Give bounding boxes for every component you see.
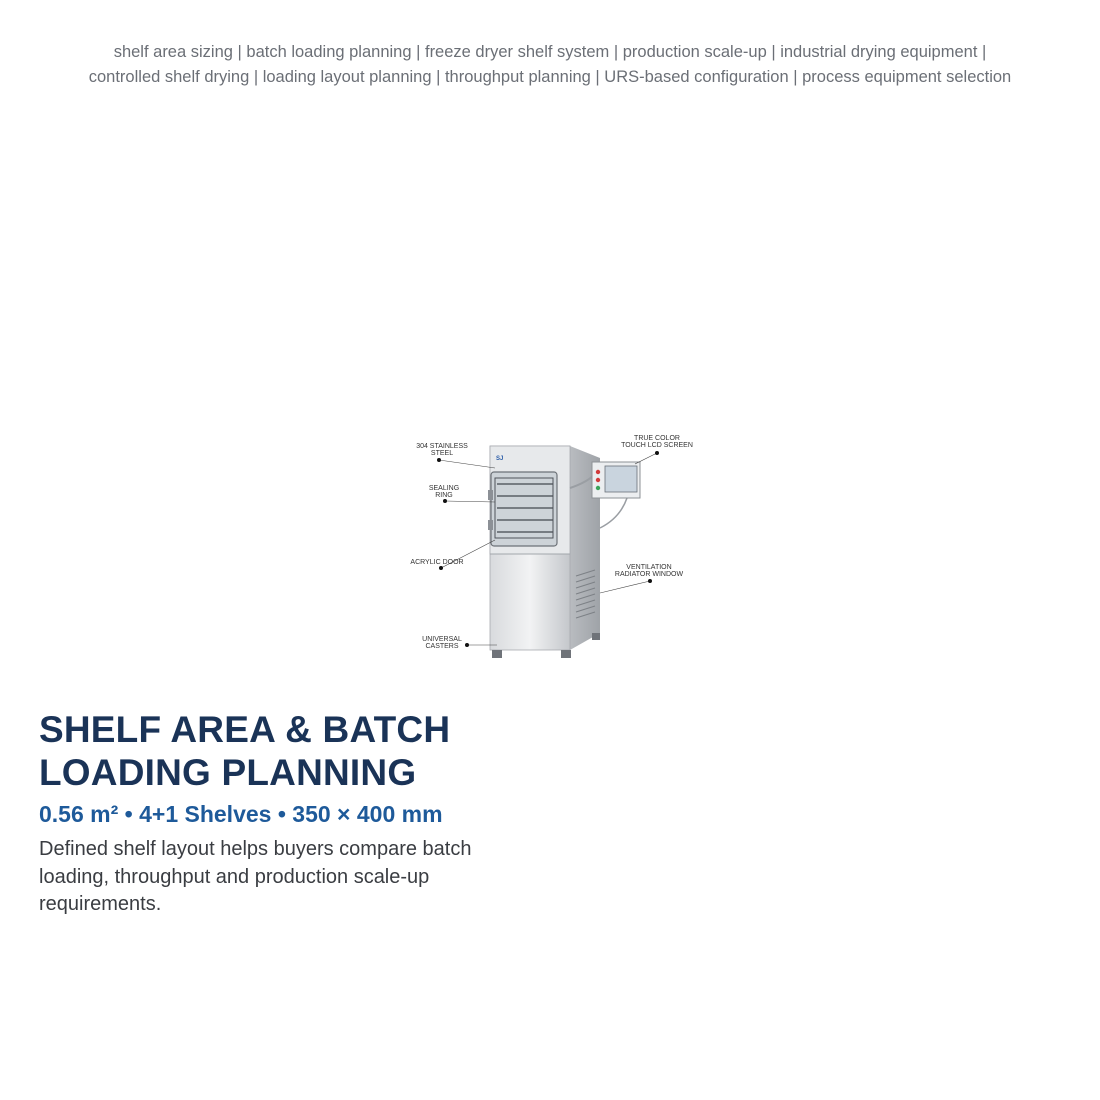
callout-screen-l2: TOUCH LCD SCREEN xyxy=(621,442,693,449)
callout-ring-l1: SEALING xyxy=(428,485,460,492)
shelf-planning-section xyxy=(39,708,509,919)
callout-steel-l2: STEEL xyxy=(430,450,454,457)
callout-casters-l2: CASTERS xyxy=(425,643,459,650)
freeze-dryer-product-image xyxy=(395,428,705,683)
callout-ring-l2: RING xyxy=(435,492,453,499)
spec-summary: 0.56 m² • 4+1 Shelves • 350 × 400 mm xyxy=(39,801,443,827)
keyword-list xyxy=(0,40,1100,90)
heading-line-1: SHELF AREA & BATCH xyxy=(39,709,451,750)
acrylic-door xyxy=(491,472,557,546)
callout-steel-l1: 304 STAINLESS xyxy=(416,443,468,450)
svg-text:SJ: SJ xyxy=(496,456,504,462)
callout-vent-l1: VENTILATION xyxy=(626,564,672,571)
callout-door: ACRYLIC DOOR xyxy=(410,559,464,566)
section-description: Defined shelf layout helps buyers compare batch loading, throughput and production scale-up requirements. xyxy=(39,838,472,915)
section-heading xyxy=(39,708,509,794)
keyword-line-2: controlled shelf drying | loading layout planning | throughput planning | URS-based configuration | process equipment selection xyxy=(88,68,1012,86)
callout-screen-l1: TRUE COLOR xyxy=(634,435,680,442)
callout-casters-l1: UNIVERSAL xyxy=(422,636,462,643)
heading-line-2: LOADING PLANNING xyxy=(39,752,417,793)
callout-vent-l2: RADIATOR WINDOW xyxy=(614,571,684,578)
keyword-line-1: shelf area sizing | batch loading planning | freeze dryer shelf system | production scale-up | industrial drying equipment | xyxy=(113,43,987,61)
